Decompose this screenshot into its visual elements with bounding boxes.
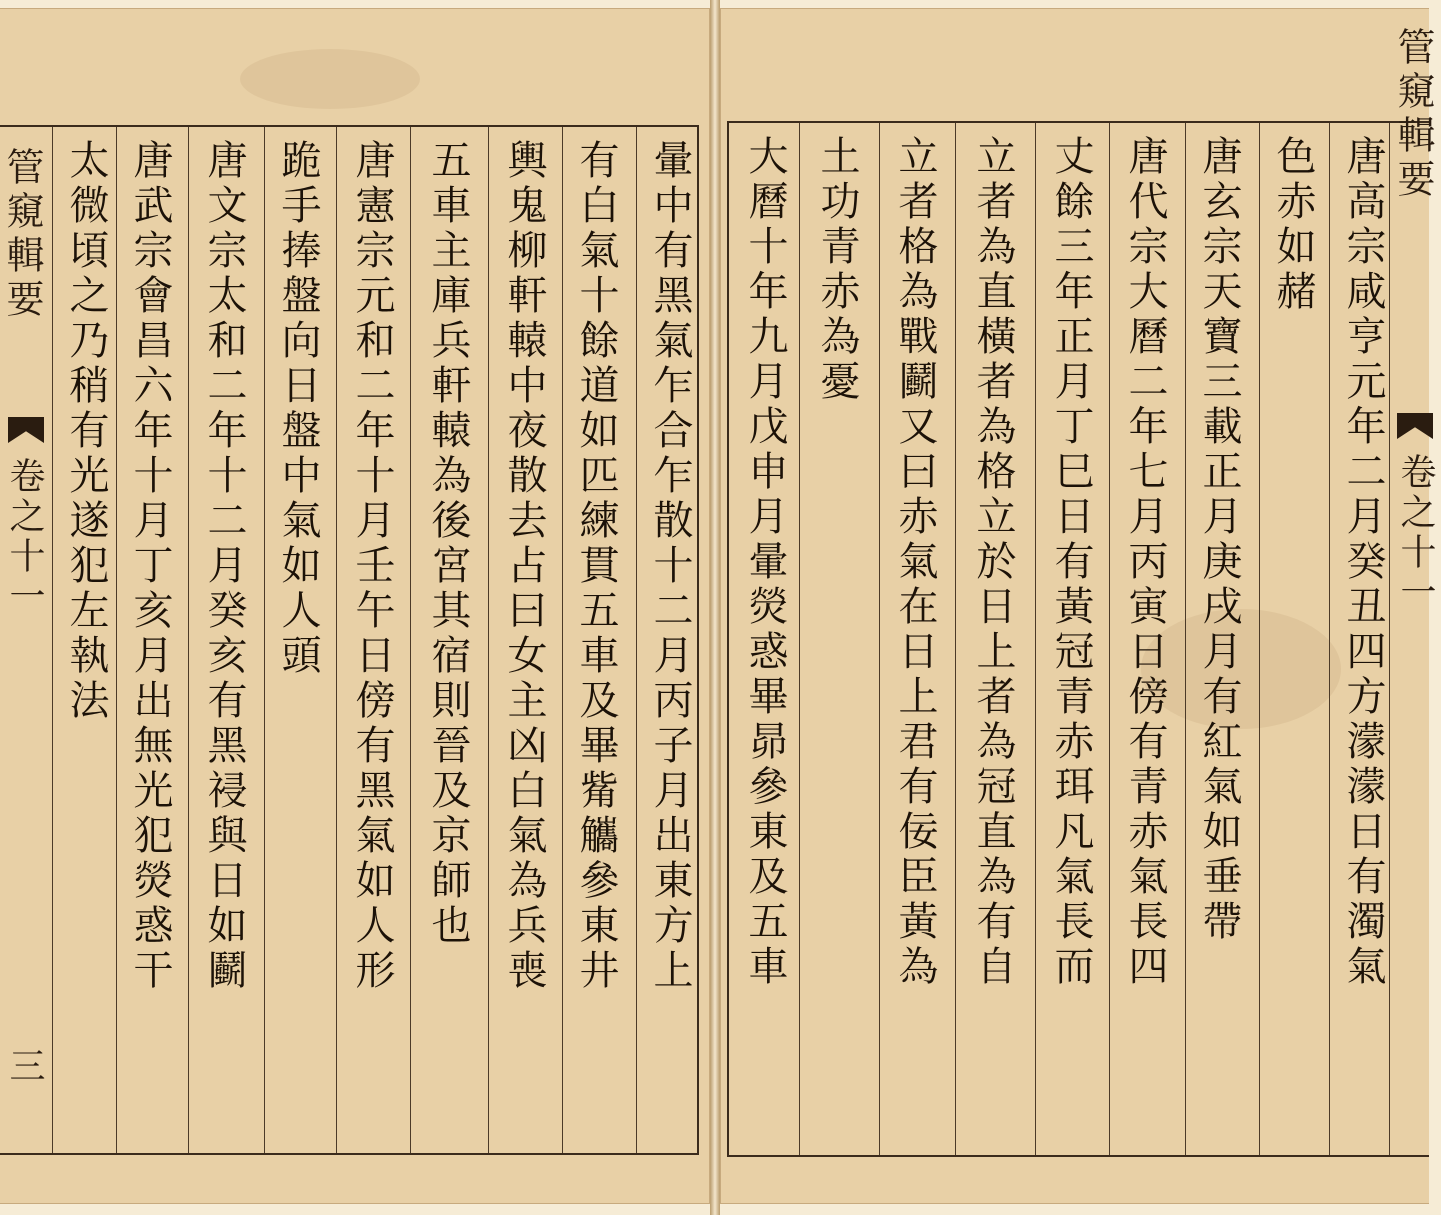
column-rule bbox=[955, 123, 956, 1155]
left-page bbox=[0, 8, 710, 1204]
text-column-2: 有白氣十餘道如匹練貫五車及畢觜觿參東井 bbox=[573, 139, 619, 994]
text-column-6: 立者為直橫者為格立於日上者為冠直為有自 bbox=[970, 135, 1016, 990]
text-column-4: 五車主庫兵軒轅為後宮其宿則晉及京師也 bbox=[425, 139, 471, 949]
margin-volume-label: 卷之十一 bbox=[1395, 453, 1436, 613]
text-column-9: 大曆十年九月戊申月暈熒惑畢昴參東及五車 bbox=[742, 135, 788, 990]
text-column-2: 色赤如赭 bbox=[1270, 135, 1316, 315]
column-rule bbox=[636, 127, 637, 1153]
column-rule bbox=[1035, 123, 1036, 1155]
margin-volume-label: 卷之十一 bbox=[4, 457, 45, 617]
column-rule bbox=[879, 123, 880, 1155]
column-rule bbox=[562, 127, 563, 1153]
paper-stain bbox=[240, 49, 420, 109]
fishtail-mark bbox=[8, 417, 44, 443]
margin-book-title: 管窺輯要 bbox=[0, 147, 44, 323]
column-rule bbox=[410, 127, 411, 1153]
left-text-frame bbox=[0, 125, 699, 1155]
column-rule bbox=[264, 127, 265, 1153]
text-column-4: 唐代宗大曆二年七月丙寅日傍有青赤氣長四 bbox=[1122, 135, 1168, 990]
text-column-6: 跪手捧盤向日盤中氣如人頭 bbox=[275, 139, 321, 679]
column-rule bbox=[336, 127, 337, 1153]
column-rule bbox=[188, 127, 189, 1153]
column-rule bbox=[1109, 123, 1110, 1155]
text-column-8: 土功青赤為憂 bbox=[814, 135, 860, 405]
text-column-8: 唐武宗會昌六年十月丁亥月出無光犯熒惑干 bbox=[127, 139, 173, 994]
text-column-9: 太微頃之乃稍有光遂犯左執法 bbox=[63, 139, 109, 724]
text-column-3: 唐玄宗天寶三載正月庚戌月有紅氣如垂帶 bbox=[1196, 135, 1242, 945]
right-page bbox=[720, 8, 1436, 1204]
fishtail-mark bbox=[1397, 413, 1433, 439]
text-column-7: 唐文宗太和二年十二月癸亥有黑祲與日如鬬 bbox=[201, 139, 247, 994]
book-spine bbox=[710, 0, 720, 1215]
column-rule bbox=[1329, 123, 1330, 1155]
right-text-frame bbox=[727, 27, 1436, 1157]
text-column-3: 輿鬼柳軒轅中夜散去占曰女主凶白氣為兵喪 bbox=[501, 139, 547, 994]
column-rule bbox=[1259, 123, 1260, 1155]
margin-book-title: 管窺輯要 bbox=[1391, 27, 1435, 203]
text-column-7: 立者格為戰鬬又曰赤氣在日上君有佞臣黃為 bbox=[892, 135, 938, 990]
text-column-5: 唐憲宗元和二年十月壬午日傍有黑氣如人形 bbox=[349, 139, 395, 994]
text-column-5: 丈餘三年正月丁巳日有黃冠青赤珥凡氣長而 bbox=[1048, 135, 1094, 990]
column-rule bbox=[116, 127, 117, 1153]
column-rule bbox=[52, 127, 53, 1153]
folio-number: 三 bbox=[4, 1047, 45, 1083]
column-rule bbox=[1185, 123, 1186, 1155]
text-column-1: 暈中有黑氣乍合乍散十二月丙子月出東方上 bbox=[647, 139, 693, 994]
text-column-1: 唐高宗咸亨元年二月癸丑四方濛濛日有濁氣 bbox=[1340, 135, 1386, 990]
column-rule bbox=[488, 127, 489, 1153]
column-rule bbox=[799, 123, 800, 1155]
